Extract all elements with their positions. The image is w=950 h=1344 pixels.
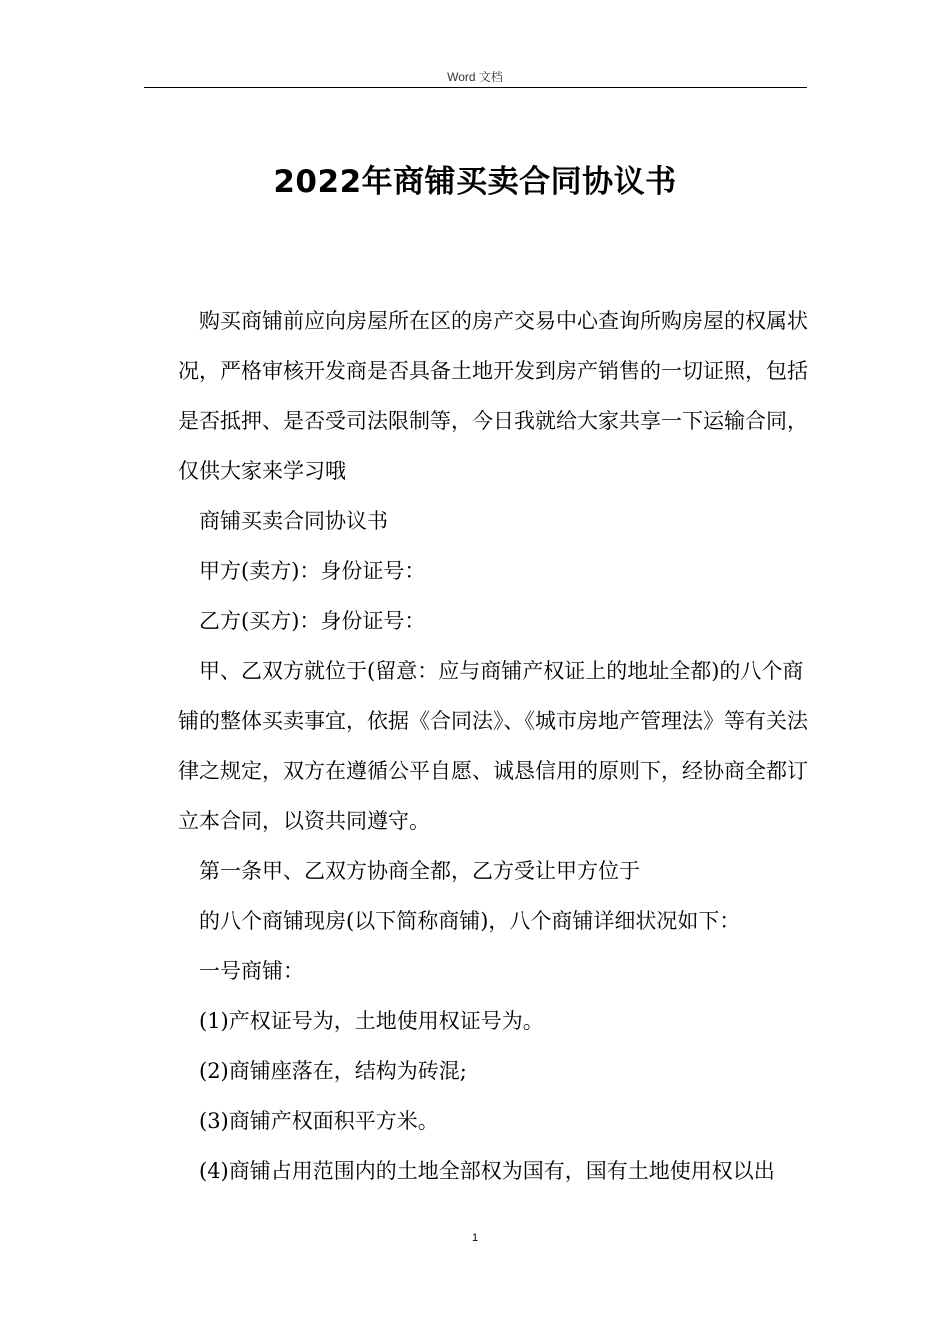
paragraph: (2)商铺座落在，结构为砖混; [199, 1059, 467, 1083]
paragraph: 甲、乙双方就位于(留意：应与商铺产权证上的地址全都)的八个商铺的整体买卖事宜，依据《合同法》、《城市房地产管理法》等有关法律之规定，双方在遵循公平自愿、诚恳信用的原则下，经协商全都订立本合同，以资共同遵守。 [178, 659, 808, 833]
header-divider [144, 87, 807, 88]
paragraph: 的八个商铺现房(以下简称商铺)，八个商铺详细状况如下： [199, 909, 741, 933]
page-number: 1 [471, 1232, 479, 1244]
paragraph: 购买商铺前应向房屋所在区的房产交易中心查询所购房屋的权属状况，严格审核开发商是否具备土地开发到房产销售的一切证照，包括是否抵押、是否受司法限制等，今日我就给大家共享一下运输合同，仅供大家来学习哦 [178, 309, 808, 483]
document-title: 2022年商铺买卖合同协议书 [273, 164, 677, 200]
paragraph: 乙方(买方)：身份证号： [199, 609, 426, 633]
page-header-label: Word 文档 [447, 70, 503, 84]
paragraph: 一号商铺： [199, 959, 304, 983]
paragraph: (4)商铺占用范围内的土地全部权为国有，国有土地使用权以出 [199, 1159, 775, 1183]
paragraph: 第一条甲、乙双方协商全都，乙方受让甲方位于 [199, 859, 640, 883]
paragraph: 甲方(卖方)：身份证号： [199, 559, 426, 583]
paragraph: (1)产权证号为，土地使用权证号为。 [199, 1009, 544, 1033]
paragraph: 商铺买卖合同协议书 [199, 509, 388, 533]
document-body [178, 296, 808, 1196]
paragraph: (3)商铺产权面积平方米。 [199, 1109, 439, 1133]
